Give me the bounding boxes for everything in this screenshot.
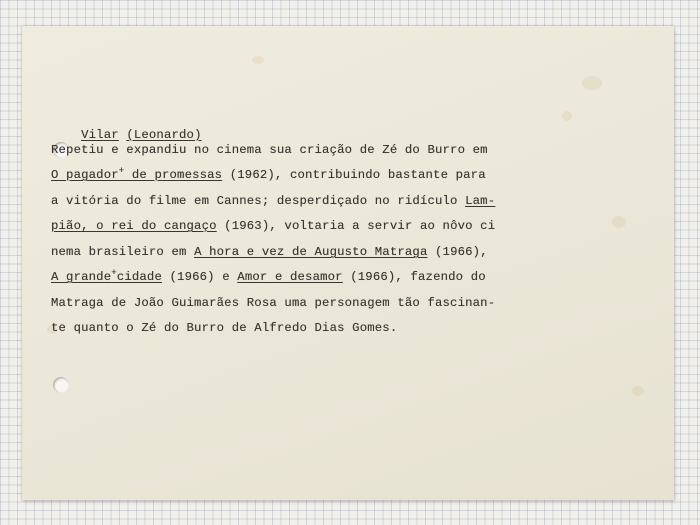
paper-stain	[562, 111, 572, 121]
text-line-2	[51, 167, 486, 183]
heading-given-name: (Leonardo)	[126, 128, 202, 142]
line-text: Matraga de João Guimarães Rosa uma personagem tão fascinan-	[51, 296, 496, 310]
paper-stain	[582, 76, 602, 90]
line-text: (1962), contribuindo bastante para	[222, 168, 486, 182]
text-line-6	[51, 269, 486, 285]
punch-hole-bottom	[53, 377, 69, 393]
text-line-5	[51, 244, 488, 260]
heading-name: Vilar	[81, 128, 119, 142]
title-part: cidade	[116, 270, 162, 284]
document-card	[22, 26, 674, 500]
title-a-grande-cidade	[51, 270, 162, 284]
line-text: nema brasileiro em	[51, 245, 195, 259]
title-amor-e-desamor: Amor e desamor	[237, 270, 343, 284]
title-lampiao-start: Lam-	[465, 194, 496, 208]
paper-stain	[252, 56, 264, 64]
paper-stain	[632, 386, 644, 396]
title-part: O pagador	[51, 168, 119, 182]
text-line-3	[51, 193, 495, 209]
title-o-pagador	[51, 168, 222, 182]
line-text: te quanto o Zé do Burro de Alfredo Dias Gomes.	[51, 321, 398, 335]
title-part: de promessas	[124, 168, 223, 182]
line-text: a vitória do filme em Cannes; desperdiçado no ridículo	[51, 194, 466, 208]
text-line-1	[51, 142, 488, 158]
text-line-4	[51, 218, 495, 234]
title-augusto-matraga: A hora e vez de Augusto Matraga	[194, 245, 428, 259]
text-line-8	[51, 320, 397, 336]
line-text: (1966) e	[162, 270, 238, 284]
text-line-7	[51, 295, 495, 311]
line-text: (1963), voltaria a servir ao nôvo ci	[216, 219, 496, 233]
plus-mark: +	[111, 268, 117, 278]
line-text: Repetiu e expandiu no cinema sua criação de Zé do Burro em	[51, 143, 488, 157]
paper-stain	[612, 216, 626, 228]
title-part: A grande	[51, 270, 112, 284]
line-text: (1966),	[427, 245, 488, 259]
plus-mark: +	[118, 166, 125, 176]
title-lampiao: pião, o rei do cangaço	[51, 219, 217, 233]
line-text: (1966), fazendo do	[342, 270, 486, 284]
